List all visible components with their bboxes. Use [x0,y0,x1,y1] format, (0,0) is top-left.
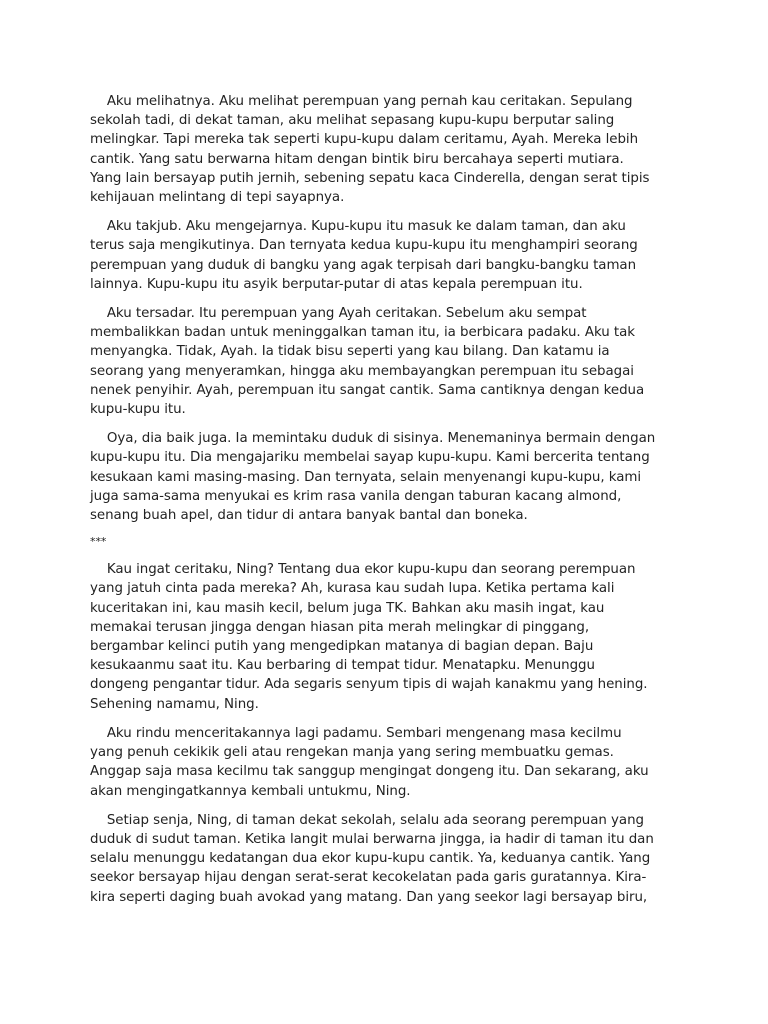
document-page [90,92,690,917]
text-line: Setiap senja, Ning, di taman dekat sekolah, selalu ada seorang perempuan yang [90,812,644,828]
text-line: Anggap saja masa kecilmu tak sanggup mengingat dongeng itu. Dan sekarang, aku [90,764,649,780]
text-line: seorang yang menyeramkan, hingga aku membayangkan perempuan itu sebagai [90,363,634,379]
text-line: juga sama-sama menyukai es krim rasa vanila dengan taburan kacang almond, [90,488,622,504]
text-line: dongeng pengantar tidur. Ada segaris senyum tipis di wajah kanakmu yang hening. [90,677,648,693]
text-line: lainnya. Kupu-kupu itu asyik berputar-putar di atas kepala perempuan itu. [90,276,583,292]
text-line: seekor bersayap hijau dengan serat-serat kecokelatan pada garis guratannya. Kira- [90,870,647,886]
text-line: kesukaanmu saat itu. Kau berbaring di tempat tidur. Menatapku. Menunggu [90,658,595,674]
text-line: kesukaan kami masing-masing. Dan ternyata, selain menyenangi kupu-kupu, kami [90,469,642,485]
text-line: kupu-kupu itu. [90,402,186,418]
text-line: cantik. Yang satu berwarna hitam dengan bintik biru bercahaya seperti mutiara. [90,151,624,167]
text-line: akan mengingatkannya kembali untukmu, Ning. [90,783,411,799]
text-line: Aku melihatnya. Aku melihat perempuan yang pernah kau ceritakan. Sepulang [90,94,633,109]
text-line: nenek penyihir. Ayah, perempuan itu sangat cantik. Sama cantiknya dengan kedua [90,382,645,398]
text-line: Aku rindu menceritakannya lagi padamu. Sembari mengenang masa kecilmu [90,725,622,741]
text-line: bergambar kelinci putih yang mengedipkan matanya di bagian depan. Baju [90,639,594,655]
paragraph-2 [90,217,690,294]
text-line: yang penuh cekikik geli atau rengekan manja yang sering membuatku gemas. [90,745,614,761]
text-line: kuceritakan ini, kau masih kecil, belum juga TK. Bahkan aku masih ingat, kau [90,600,605,616]
text-line: Sehening namamu, Ning. [90,696,259,712]
text-line: kehijauan melintang di tepi sayapnya. [90,190,345,206]
text-line: Yang lain bersayap putih jernih, sebening sepatu kaca Cinderella, dengan serat tipis [90,170,650,186]
paragraph-7 [90,811,690,907]
paragraph-3 [90,304,690,419]
paragraph-6 [90,724,690,801]
text-line: Aku takjub. Aku mengejarnya. Kupu-kupu itu masuk ke dalam taman, dan aku [90,219,626,235]
paragraph-4 [90,429,690,525]
text-line: kira seperti daging buah avokad yang matang. Dan yang seekor lagi bersayap biru, [90,889,648,905]
text-line: memakai terusan jingga dengan hiasan pita merah melingkar di pinggang, [90,619,590,635]
paragraph-5 [90,560,690,714]
section-separator: *** [90,535,107,549]
text-line: melingkar. Tapi mereka tak seperti kupu-kupu dalam ceritamu, Ayah. Mereka lebih [90,132,639,148]
text-line: sekolah tadi, di dekat taman, aku melihat sepasang kupu-kupu berputar saling [90,113,615,129]
text-line: membalikkan badan untuk meninggalkan taman itu, ia berbicara padaku. Aku tak [90,325,635,341]
text-line: Aku tersadar. Itu perempuan yang Ayah ceritakan. Sebelum aku sempat [90,306,587,322]
text-line: Oya, dia baik juga. Ia memintaku duduk di sisinya. Menemaninya bermain dengan [90,431,656,447]
text-line: menyangka. Tidak, Ayah. Ia tidak bisu seperti yang kau bilang. Dan katamu ia [90,344,610,360]
text-line: duduk di sudut taman. Ketika langit mulai berwarna jingga, ia hadir di taman itu dan [90,831,654,847]
text-line: Kau ingat ceritaku, Ning? Tentang dua ekor kupu-kupu dan seorang perempuan [90,562,636,578]
text-line: terus saja mengikutinya. Dan ternyata kedua kupu-kupu itu menghampiri seorang [90,238,638,254]
paragraph-1 [90,92,690,207]
text-line: yang jatuh cinta pada mereka? Ah, kurasa kau sudah lupa. Ketika pertama kali [90,581,615,597]
text-line: kupu-kupu itu. Dia mengajariku membelai sayap kupu-kupu. Kami bercerita tentang [90,450,650,466]
text-line: perempuan yang duduk di bangku yang agak terpisah dari bangku-bangku taman [90,257,637,273]
text-line: selalu menunggu kedatangan dua ekor kupu-kupu cantik. Ya, keduanya cantik. Yang [90,851,651,867]
text-line: senang buah apel, dan tidur di antara banyak bantal dan boneka. [90,508,528,524]
